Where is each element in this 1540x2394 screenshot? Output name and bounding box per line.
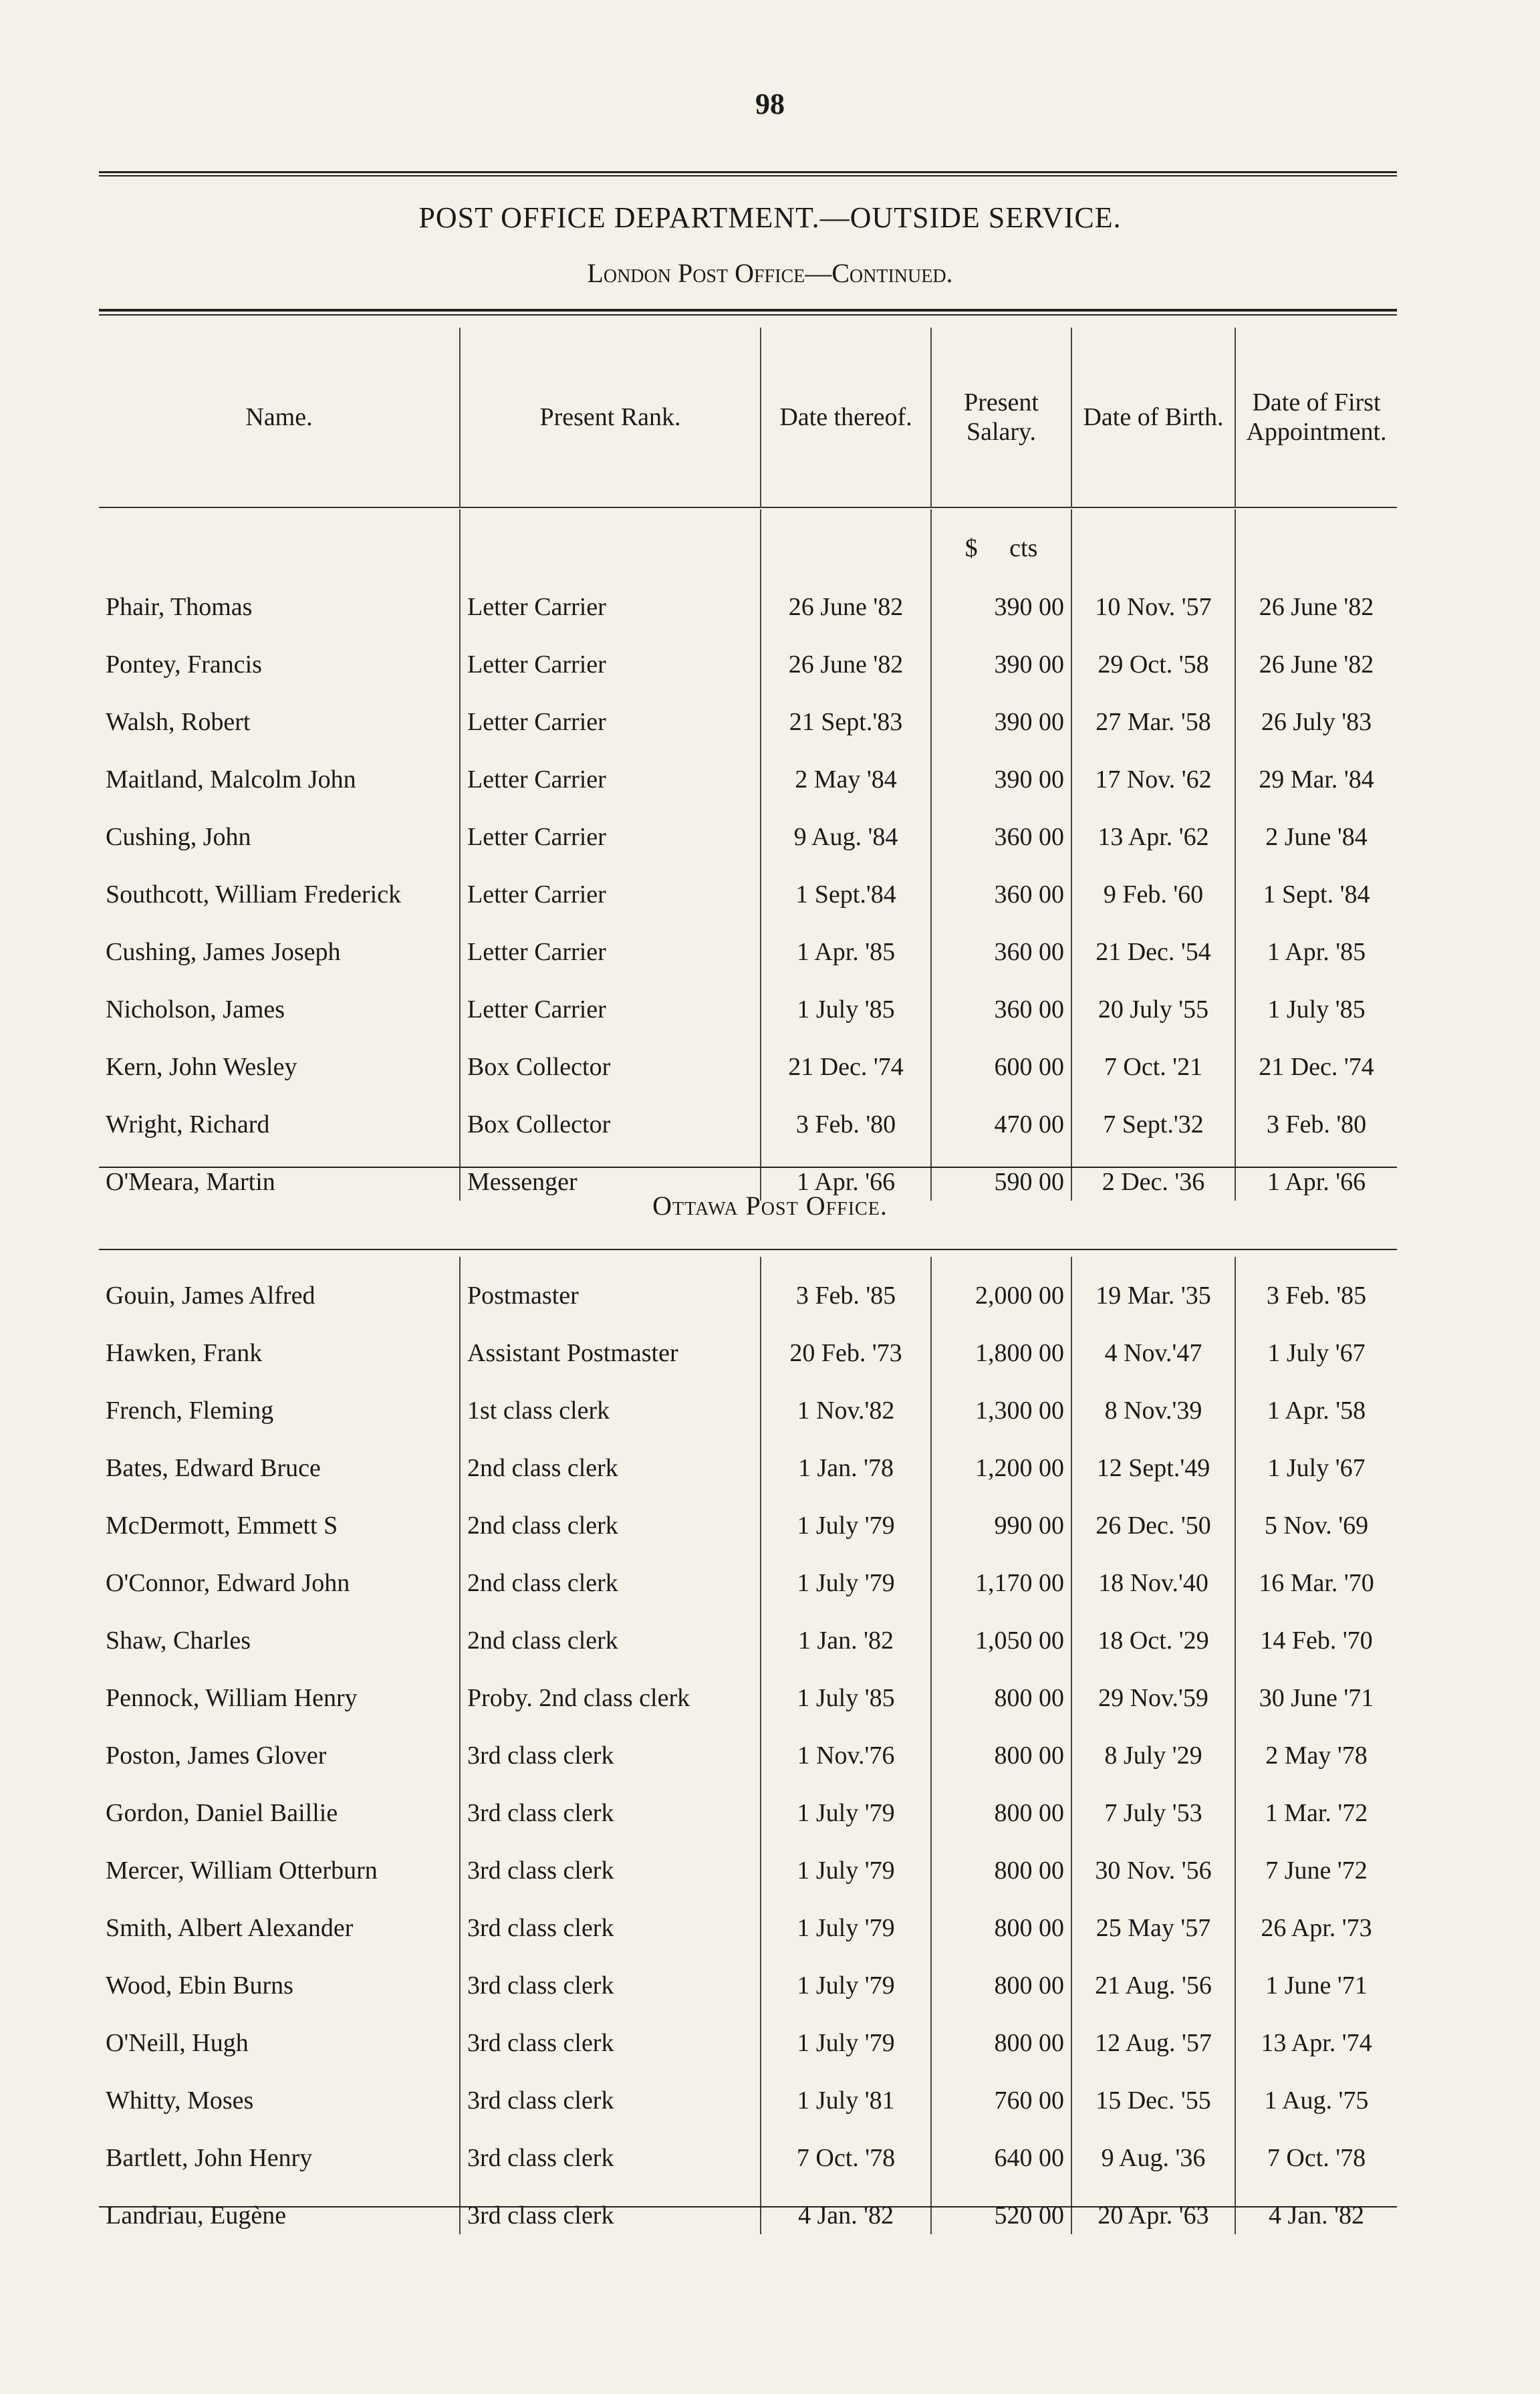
- present-salary: 360 00: [931, 856, 1071, 913]
- rank-date: 1 July '85: [761, 1659, 931, 1717]
- present-rank: Letter Carrier: [460, 683, 761, 741]
- present-salary: 1,300 00: [931, 1372, 1071, 1429]
- employee-name: Pontey, Francis: [106, 650, 262, 679]
- birth-date: 4 Nov.'47: [1071, 1314, 1235, 1372]
- col-header-first: Date of First Appointment.: [1235, 328, 1397, 507]
- present-salary: 990 00: [931, 1487, 1071, 1544]
- ottawa-table: [99, 1257, 1397, 2234]
- table-row: [99, 856, 1397, 913]
- table-row: [99, 1717, 1397, 1774]
- birth-date: 27 Mar. '58: [1071, 683, 1235, 741]
- table-row: [99, 1086, 1397, 1143]
- employee-name: O'Neill, Hugh: [106, 2029, 249, 2057]
- rank-date: 1 July '85: [761, 971, 931, 1028]
- present-rank: Assistant Postmaster: [460, 1314, 761, 1372]
- rank-date: 1 Sept.'84: [761, 856, 931, 913]
- birth-date: 12 Aug. '57: [1071, 2004, 1235, 2062]
- birth-date: 9 Aug. '36: [1071, 2119, 1235, 2177]
- col-header-date: Date thereof.: [761, 328, 931, 507]
- first-appointment-date: 26 July '83: [1235, 683, 1397, 741]
- present-salary: 520 00: [931, 2177, 1071, 2234]
- rank-date: 1 Apr. '66: [761, 1143, 931, 1201]
- col-header-birth: Date of Birth.: [1071, 328, 1235, 507]
- first-appointment-date: 1 Mar. '72: [1235, 1774, 1397, 1832]
- present-salary: 640 00: [931, 2119, 1071, 2177]
- table-row: [99, 2119, 1397, 2177]
- table-row: [99, 798, 1397, 856]
- rank-date: 1 July '79: [761, 1544, 931, 1602]
- first-appointment-date: 30 June '71: [1235, 1659, 1397, 1717]
- first-appointment-date: 7 June '72: [1235, 1832, 1397, 1889]
- rank-date: 1 Apr. '85: [761, 913, 931, 971]
- first-appointment-date: 2 June '84: [1235, 798, 1397, 856]
- rank-date: 1 July '79: [761, 1889, 931, 1947]
- employee-name: McDermott, Emmett S: [106, 1512, 338, 1540]
- column-header-table: [99, 328, 1397, 508]
- birth-date: 8 Nov.'39: [1071, 1372, 1235, 1429]
- present-rank: 3rd class clerk: [460, 2062, 761, 2119]
- first-appointment-date: 3 Feb. '80: [1235, 1086, 1397, 1143]
- table-row: [99, 1947, 1397, 2004]
- first-appointment-date: 1 July '67: [1235, 1429, 1397, 1487]
- present-rank: 3rd class clerk: [460, 1717, 761, 1774]
- employee-name: Bates, Edward Bruce: [106, 1454, 321, 1482]
- employee-name: Whitty, Moses: [106, 2086, 254, 2115]
- table-row: [99, 1602, 1397, 1659]
- present-salary: 390 00: [931, 568, 1071, 626]
- table-row: [99, 1774, 1397, 1832]
- table-row: [99, 1314, 1397, 1372]
- birth-date: 9 Feb. '60: [1071, 856, 1235, 913]
- present-salary: 360 00: [931, 913, 1071, 971]
- employee-name: Maitland, Malcolm John: [106, 765, 356, 794]
- table-row: [99, 1429, 1397, 1487]
- table-row: [99, 971, 1397, 1028]
- first-appointment-date: 26 June '82: [1235, 568, 1397, 626]
- birth-date: 15 Dec. '55: [1071, 2062, 1235, 2119]
- first-appointment-date: 26 June '82: [1235, 626, 1397, 683]
- birth-date: 29 Nov.'59: [1071, 1659, 1235, 1717]
- present-salary: 800 00: [931, 2004, 1071, 2062]
- employee-name: Smith, Albert Alexander: [106, 1914, 354, 1942]
- present-rank: Letter Carrier: [460, 971, 761, 1028]
- first-appointment-date: 26 Apr. '73: [1235, 1889, 1397, 1947]
- first-appointment-date: 1 Apr. '85: [1235, 913, 1397, 971]
- present-rank: 2nd class clerk: [460, 1602, 761, 1659]
- rank-date: 1 July '81: [761, 2062, 931, 2119]
- present-salary: 390 00: [931, 626, 1071, 683]
- present-salary: 360 00: [931, 798, 1071, 856]
- birth-date: 19 Mar. '35: [1071, 1257, 1235, 1314]
- birth-date: 20 July '55: [1071, 971, 1235, 1028]
- employee-name: O'Meara, Martin: [106, 1168, 275, 1196]
- first-appointment-date: 7 Oct. '78: [1235, 2119, 1397, 2177]
- present-rank: 3rd class clerk: [460, 1774, 761, 1832]
- table-top-rule: [99, 309, 1397, 312]
- present-salary: 360 00: [931, 971, 1071, 1028]
- employee-name: Bartlett, John Henry: [106, 2144, 313, 2172]
- first-appointment-date: 4 Jan. '82: [1235, 2177, 1397, 2234]
- employee-name: O'Connor, Edward John: [106, 1569, 350, 1597]
- birth-date: 17 Nov. '62: [1071, 741, 1235, 798]
- first-appointment-date: 16 Mar. '70: [1235, 1544, 1397, 1602]
- first-appointment-date: 1 July '67: [1235, 1314, 1397, 1372]
- present-rank: Letter Carrier: [460, 626, 761, 683]
- present-rank: Letter Carrier: [460, 568, 761, 626]
- birth-date: 7 July '53: [1071, 1774, 1235, 1832]
- birth-date: 29 Oct. '58: [1071, 626, 1235, 683]
- present-rank: 2nd class clerk: [460, 1487, 761, 1544]
- rank-date: 20 Feb. '73: [761, 1314, 931, 1372]
- present-salary: 800 00: [931, 1947, 1071, 2004]
- present-rank: 3rd class clerk: [460, 1947, 761, 2004]
- first-appointment-date: 13 Apr. '74: [1235, 2004, 1397, 2062]
- birth-date: 20 Apr. '63: [1071, 2177, 1235, 2234]
- present-rank: 3rd class clerk: [460, 2004, 761, 2062]
- first-appointment-date: 21 Dec. '74: [1235, 1028, 1397, 1086]
- birth-date: 7 Sept.'32: [1071, 1086, 1235, 1143]
- table-row: [99, 683, 1397, 741]
- employee-name: Cushing, John: [106, 823, 251, 851]
- first-appointment-date: 1 Apr. '58: [1235, 1372, 1397, 1429]
- present-rank: Letter Carrier: [460, 741, 761, 798]
- rank-date: 4 Jan. '82: [761, 2177, 931, 2234]
- present-rank: 3rd class clerk: [460, 2177, 761, 2234]
- units-row: [99, 509, 1397, 568]
- present-salary: 2,000 00: [931, 1257, 1071, 1314]
- present-salary: 1,800 00: [931, 1314, 1071, 1372]
- employee-name: Cushing, James Joseph: [106, 938, 341, 966]
- rank-date: 3 Feb. '80: [761, 1086, 931, 1143]
- present-salary: 760 00: [931, 2062, 1071, 2119]
- birth-date: 18 Oct. '29: [1071, 1602, 1235, 1659]
- first-appointment-date: 1 Sept. '84: [1235, 856, 1397, 913]
- rank-date: 1 Jan. '82: [761, 1602, 931, 1659]
- employee-name: Walsh, Robert: [106, 708, 251, 736]
- birth-date: 7 Oct. '21: [1071, 1028, 1235, 1086]
- birth-date: 26 Dec. '50: [1071, 1487, 1235, 1544]
- birth-date: 13 Apr. '62: [1071, 798, 1235, 856]
- first-appointment-date: 5 Nov. '69: [1235, 1487, 1397, 1544]
- employee-name: Southcott, William Frederick: [106, 880, 402, 909]
- present-rank: 2nd class clerk: [460, 1429, 761, 1487]
- present-salary: 590 00: [931, 1143, 1071, 1201]
- present-rank: Box Collector: [460, 1028, 761, 1086]
- rank-date: 1 Nov.'76: [761, 1717, 931, 1774]
- top-rule: [99, 171, 1397, 173]
- present-salary: 1,170 00: [931, 1544, 1071, 1602]
- table-row: [99, 1544, 1397, 1602]
- birth-date: 30 Nov. '56: [1071, 1832, 1235, 1889]
- present-salary: 1,050 00: [931, 1602, 1071, 1659]
- present-salary: 800 00: [931, 1717, 1071, 1774]
- rank-date: 3 Feb. '85: [761, 1257, 931, 1314]
- rank-date: 21 Sept.'83: [761, 683, 931, 741]
- table-row: [99, 1832, 1397, 1889]
- employee-name: Wright, Richard: [106, 1110, 270, 1139]
- present-rank: Proby. 2nd class clerk: [460, 1659, 761, 1717]
- first-appointment-date: 29 Mar. '84: [1235, 741, 1397, 798]
- first-appointment-date: 2 May '78: [1235, 1717, 1397, 1774]
- employee-name: Nicholson, James: [106, 995, 285, 1024]
- table-row: [99, 1028, 1397, 1086]
- rank-date: 21 Dec. '74: [761, 1028, 931, 1086]
- employee-name: Hawken, Frank: [106, 1339, 263, 1367]
- rank-date: 1 July '79: [761, 1832, 931, 1889]
- page-title: POST OFFICE DEPARTMENT.—OUTSIDE SERVICE.: [418, 201, 1122, 234]
- rank-date: 7 Oct. '78: [761, 2119, 931, 2177]
- col-header-rank: Present Rank.: [460, 328, 761, 507]
- ottawa-bottom-rule: [99, 2206, 1397, 2207]
- table-row: [99, 1487, 1397, 1544]
- birth-date: 25 May '57: [1071, 1889, 1235, 1947]
- table-row: [99, 1889, 1397, 1947]
- present-rank: Letter Carrier: [460, 856, 761, 913]
- present-rank: Letter Carrier: [460, 798, 761, 856]
- employee-name: Landriau, Eugène: [106, 2201, 287, 2230]
- rank-date: 9 Aug. '84: [761, 798, 931, 856]
- present-salary: 600 00: [931, 1028, 1071, 1086]
- employee-name: Kern, John Wesley: [106, 1053, 297, 1081]
- table-row: [99, 741, 1397, 798]
- table-row: [99, 913, 1397, 971]
- table-row: [99, 2004, 1397, 2062]
- present-salary: 390 00: [931, 683, 1071, 741]
- table-row: [99, 1257, 1397, 1314]
- birth-date: 2 Dec. '36: [1071, 1143, 1235, 1201]
- ottawa-top-rule: [99, 1249, 1397, 1250]
- rank-date: 1 July '79: [761, 1774, 931, 1832]
- birth-date: 21 Aug. '56: [1071, 1947, 1235, 2004]
- present-salary: 800 00: [931, 1774, 1071, 1832]
- table-row: [99, 1659, 1397, 1717]
- employee-name: Pennock, William Henry: [106, 1684, 358, 1712]
- col-header-name: Name.: [245, 403, 313, 431]
- present-rank: 3rd class clerk: [460, 2119, 761, 2177]
- page-subtitle: London Post Office—Continued.: [587, 258, 953, 288]
- table-row: [99, 2177, 1397, 2234]
- employee-name: Gouin, James Alfred: [106, 1282, 315, 1310]
- employee-name: French, Fleming: [106, 1397, 274, 1425]
- present-rank: Letter Carrier: [460, 913, 761, 971]
- birth-date: 8 July '29: [1071, 1717, 1235, 1774]
- birth-date: 18 Nov.'40: [1071, 1544, 1235, 1602]
- table-row: [99, 2062, 1397, 2119]
- first-appointment-date: 1 Apr. '66: [1235, 1143, 1397, 1201]
- rank-date: 1 July '79: [761, 1487, 931, 1544]
- birth-date: 21 Dec. '54: [1071, 913, 1235, 971]
- table-row: [99, 568, 1397, 626]
- first-appointment-date: 14 Feb. '70: [1235, 1602, 1397, 1659]
- employee-name: Shaw, Charles: [106, 1627, 251, 1655]
- present-salary: 800 00: [931, 1889, 1071, 1947]
- cents-unit: cts: [1009, 534, 1038, 562]
- rank-date: 1 Nov.'82: [761, 1372, 931, 1429]
- first-appointment-date: 1 Aug. '75: [1235, 2062, 1397, 2119]
- present-salary: 390 00: [931, 741, 1071, 798]
- page-number: 98: [755, 88, 785, 120]
- table-row: [99, 1372, 1397, 1429]
- present-rank: Box Collector: [460, 1086, 761, 1143]
- present-rank: 3rd class clerk: [460, 1832, 761, 1889]
- employee-name: Mercer, William Otterburn: [106, 1857, 378, 1885]
- present-salary: 1,200 00: [931, 1429, 1071, 1487]
- first-appointment-date: 1 June '71: [1235, 1947, 1397, 2004]
- ottawa-section-title: Ottawa Post Office.: [652, 1191, 888, 1221]
- london-table: [99, 509, 1397, 1201]
- employee-name: Gordon, Daniel Baillie: [106, 1799, 338, 1827]
- rank-date: 1 July '79: [761, 2004, 931, 2062]
- present-rank: Postmaster: [460, 1257, 761, 1314]
- table-row: [99, 626, 1397, 683]
- table-top-rule-thin: [99, 314, 1397, 316]
- present-rank: 3rd class clerk: [460, 1889, 761, 1947]
- employee-name: Wood, Ebin Burns: [106, 1971, 293, 2000]
- rank-date: 1 July '79: [761, 1947, 931, 2004]
- london-bottom-rule: [99, 1167, 1397, 1168]
- present-salary: 800 00: [931, 1659, 1071, 1717]
- first-appointment-date: 3 Feb. '85: [1235, 1257, 1397, 1314]
- rank-date: 2 May '84: [761, 741, 931, 798]
- dollar-unit: $: [965, 534, 978, 562]
- birth-date: 10 Nov. '57: [1071, 568, 1235, 626]
- top-rule-thin: [99, 175, 1397, 176]
- present-rank: 1st class clerk: [460, 1372, 761, 1429]
- present-rank: 2nd class clerk: [460, 1544, 761, 1602]
- employee-name: Phair, Thomas: [106, 593, 253, 621]
- first-appointment-date: 1 July '85: [1235, 971, 1397, 1028]
- employee-name: Poston, James Glover: [106, 1742, 327, 1770]
- rank-date: 26 June '82: [761, 568, 931, 626]
- rank-date: 26 June '82: [761, 626, 931, 683]
- present-rank: Messenger: [460, 1143, 761, 1201]
- birth-date: 12 Sept.'49: [1071, 1429, 1235, 1487]
- present-salary: 800 00: [931, 1832, 1071, 1889]
- rank-date: 1 Jan. '78: [761, 1429, 931, 1487]
- present-salary: 470 00: [931, 1086, 1071, 1143]
- col-header-salary: Present Salary.: [931, 328, 1071, 507]
